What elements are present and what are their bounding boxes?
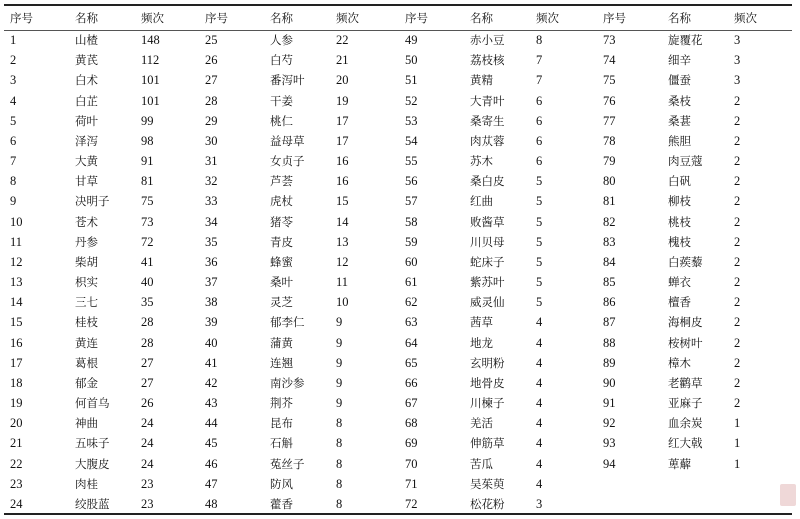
frequency: 4 bbox=[536, 335, 543, 350]
row-index: 71 bbox=[405, 476, 418, 491]
row-index: 33 bbox=[205, 194, 218, 209]
frequency: 2 bbox=[734, 133, 741, 148]
herb-name: 五味子 bbox=[75, 436, 110, 451]
row-index: 46 bbox=[205, 456, 218, 471]
row-index: 4 bbox=[10, 93, 17, 108]
frequency: 112 bbox=[141, 53, 160, 68]
row-index: 15 bbox=[10, 315, 23, 330]
herb-name: 败酱草 bbox=[470, 214, 505, 229]
row-index: 62 bbox=[405, 295, 418, 310]
row-index: 51 bbox=[405, 73, 418, 88]
frequency: 72 bbox=[141, 234, 154, 249]
row-index: 29 bbox=[205, 113, 218, 128]
herb-name: 海桐皮 bbox=[668, 315, 703, 330]
frequency: 2 bbox=[734, 295, 741, 310]
herb-name: 老鹳草 bbox=[668, 375, 703, 390]
column-header: 序号 bbox=[603, 11, 626, 25]
herb-name: 女贞子 bbox=[270, 154, 305, 169]
herb-name: 桃仁 bbox=[270, 113, 293, 128]
herb-name: 黄精 bbox=[470, 73, 493, 88]
table-bottom-rule bbox=[4, 513, 792, 515]
frequency: 2 bbox=[734, 375, 741, 390]
herb-name: 赤小豆 bbox=[470, 33, 505, 47]
row-index: 76 bbox=[603, 93, 616, 108]
herb-name: 黄连 bbox=[75, 335, 98, 350]
row-index: 11 bbox=[10, 234, 23, 249]
herb-name: 紫苏叶 bbox=[470, 275, 505, 290]
herb-name: 桑叶 bbox=[270, 275, 293, 290]
row-index: 61 bbox=[405, 275, 418, 290]
herb-name: 细辛 bbox=[668, 53, 691, 68]
row-index: 47 bbox=[205, 476, 218, 491]
frequency: 2 bbox=[734, 275, 741, 290]
herb-name: 吴茱萸 bbox=[470, 476, 505, 491]
herb-name: 荔枝核 bbox=[470, 53, 505, 68]
row-index: 16 bbox=[10, 335, 23, 350]
herb-name: 血余炭 bbox=[668, 416, 703, 431]
herb-name: 菟丝子 bbox=[270, 456, 305, 471]
herb-name: 红曲 bbox=[470, 194, 493, 209]
frequency: 17 bbox=[336, 133, 349, 148]
herb-name: 桑白皮 bbox=[470, 174, 505, 189]
row-index: 93 bbox=[603, 436, 616, 451]
frequency: 4 bbox=[536, 456, 543, 471]
herb-name: 灵芝 bbox=[270, 295, 293, 310]
herb-name: 茜草 bbox=[470, 315, 493, 330]
row-index: 38 bbox=[205, 295, 218, 310]
frequency: 1 bbox=[734, 456, 741, 471]
herb-name: 桉树叶 bbox=[668, 335, 703, 350]
herb-name: 萆薢 bbox=[668, 456, 691, 471]
row-index: 84 bbox=[603, 254, 616, 269]
frequency: 4 bbox=[536, 416, 543, 431]
herb-name: 川楝子 bbox=[470, 396, 505, 411]
frequency: 3 bbox=[536, 496, 543, 511]
frequency: 101 bbox=[141, 93, 160, 108]
row-index: 81 bbox=[603, 194, 616, 209]
herb-name: 羌活 bbox=[470, 416, 493, 431]
herb-name: 地龙 bbox=[470, 335, 493, 350]
row-index: 12 bbox=[10, 254, 23, 269]
frequency: 13 bbox=[336, 234, 349, 249]
frequency: 2 bbox=[734, 254, 741, 269]
row-index: 6 bbox=[10, 133, 17, 148]
frequency: 22 bbox=[336, 33, 349, 47]
row-index: 1 bbox=[10, 33, 17, 47]
herb-name: 桂枝 bbox=[75, 315, 98, 330]
row-index: 53 bbox=[405, 113, 418, 128]
row-index: 82 bbox=[603, 214, 616, 229]
herb-name: 决明子 bbox=[75, 194, 110, 209]
row-index: 5 bbox=[10, 113, 17, 128]
frequency: 24 bbox=[141, 416, 154, 431]
herb-name: 红大戟 bbox=[668, 436, 703, 451]
herb-name: 连翘 bbox=[270, 355, 293, 370]
frequency: 15 bbox=[336, 194, 349, 209]
frequency: 2 bbox=[734, 315, 741, 330]
herb-name: 亚麻子 bbox=[668, 396, 703, 411]
frequency: 9 bbox=[336, 355, 343, 370]
frequency: 6 bbox=[536, 154, 543, 169]
frequency: 8 bbox=[536, 33, 543, 47]
frequency: 2 bbox=[734, 396, 741, 411]
row-index: 72 bbox=[405, 496, 418, 511]
herb-name: 山楂 bbox=[75, 33, 98, 47]
column-header: 名称 bbox=[668, 11, 691, 25]
herb-name: 石斛 bbox=[270, 436, 293, 451]
frequency: 2 bbox=[734, 194, 741, 209]
frequency: 12 bbox=[336, 254, 349, 269]
herb-name: 伸筋草 bbox=[470, 436, 505, 451]
frequency: 101 bbox=[141, 73, 160, 88]
herb-name: 苦瓜 bbox=[470, 456, 493, 471]
herb-name: 白术 bbox=[75, 73, 98, 88]
row-index: 45 bbox=[205, 436, 218, 451]
column-header: 序号 bbox=[10, 11, 33, 25]
row-index: 23 bbox=[10, 476, 23, 491]
row-index: 30 bbox=[205, 133, 218, 148]
row-index: 24 bbox=[10, 496, 23, 511]
row-index: 36 bbox=[205, 254, 218, 269]
frequency: 20 bbox=[336, 73, 349, 88]
frequency: 3 bbox=[734, 33, 741, 47]
frequency: 5 bbox=[536, 234, 543, 249]
frequency: 2 bbox=[734, 335, 741, 350]
row-index: 64 bbox=[405, 335, 418, 350]
herb-name: 桑葚 bbox=[668, 113, 691, 128]
row-index: 17 bbox=[10, 355, 23, 370]
herb-name: 大黄 bbox=[75, 154, 98, 169]
herb-name: 昆布 bbox=[270, 416, 293, 431]
frequency: 19 bbox=[336, 93, 349, 108]
row-index: 13 bbox=[10, 275, 23, 290]
frequency: 5 bbox=[536, 194, 543, 209]
row-index: 35 bbox=[205, 234, 218, 249]
herb-name: 郁金 bbox=[75, 375, 98, 390]
row-index: 59 bbox=[405, 234, 418, 249]
frequency: 2 bbox=[734, 174, 741, 189]
herb-name: 南沙参 bbox=[270, 375, 305, 390]
row-index: 86 bbox=[603, 295, 616, 310]
herb-name: 三七 bbox=[75, 295, 98, 310]
herb-name: 丹参 bbox=[75, 234, 98, 249]
row-index: 50 bbox=[405, 53, 418, 68]
herb-name: 荆芥 bbox=[270, 396, 293, 411]
row-index: 40 bbox=[205, 335, 218, 350]
herb-name: 白蒺藜 bbox=[668, 254, 703, 269]
frequency: 9 bbox=[336, 396, 343, 411]
frequency: 4 bbox=[536, 375, 543, 390]
row-index: 66 bbox=[405, 375, 418, 390]
herb-name: 桑寄生 bbox=[470, 113, 505, 128]
row-index: 25 bbox=[205, 33, 218, 47]
row-index: 26 bbox=[205, 53, 218, 68]
frequency: 148 bbox=[141, 33, 160, 47]
herb-name: 桃枝 bbox=[668, 214, 691, 229]
frequency: 24 bbox=[141, 436, 154, 451]
herb-name: 蛇床子 bbox=[470, 254, 505, 269]
frequency: 40 bbox=[141, 275, 154, 290]
row-index: 42 bbox=[205, 375, 218, 390]
frequency: 28 bbox=[141, 335, 154, 350]
frequency: 8 bbox=[336, 436, 343, 451]
frequency: 2 bbox=[734, 93, 741, 108]
frequency: 26 bbox=[141, 396, 154, 411]
row-index: 94 bbox=[603, 456, 616, 471]
row-index: 79 bbox=[603, 154, 616, 169]
column-header: 名称 bbox=[470, 11, 493, 25]
herb-name: 威灵仙 bbox=[470, 295, 505, 310]
row-index: 49 bbox=[405, 33, 418, 47]
row-index: 55 bbox=[405, 154, 418, 169]
row-index: 22 bbox=[10, 456, 23, 471]
row-index: 83 bbox=[603, 234, 616, 249]
frequency: 41 bbox=[141, 254, 154, 269]
frequency: 8 bbox=[336, 416, 343, 431]
frequency: 17 bbox=[336, 113, 349, 128]
frequency: 27 bbox=[141, 375, 154, 390]
row-index: 75 bbox=[603, 73, 616, 88]
row-index: 57 bbox=[405, 194, 418, 209]
row-index: 10 bbox=[10, 214, 23, 229]
row-index: 87 bbox=[603, 315, 616, 330]
herb-name: 肉豆蔻 bbox=[668, 154, 703, 169]
frequency: 14 bbox=[336, 214, 349, 229]
frequency: 10 bbox=[336, 295, 349, 310]
frequency: 81 bbox=[141, 174, 154, 189]
frequency: 2 bbox=[734, 234, 741, 249]
row-index: 78 bbox=[603, 133, 616, 148]
frequency: 8 bbox=[336, 476, 343, 491]
column-header: 频次 bbox=[336, 11, 359, 25]
frequency: 9 bbox=[336, 315, 343, 330]
frequency: 5 bbox=[536, 214, 543, 229]
herb-name: 肉苁蓉 bbox=[470, 133, 505, 148]
row-index: 54 bbox=[405, 133, 418, 148]
row-index: 9 bbox=[10, 194, 17, 209]
frequency: 3 bbox=[734, 53, 741, 68]
herb-name: 樟木 bbox=[668, 355, 691, 370]
herb-name: 白矾 bbox=[668, 174, 691, 189]
frequency: 9 bbox=[336, 375, 343, 390]
frequency: 6 bbox=[536, 133, 543, 148]
herb-name: 蒲黄 bbox=[270, 335, 293, 350]
row-index: 77 bbox=[603, 113, 616, 128]
frequency: 24 bbox=[141, 456, 154, 471]
frequency: 4 bbox=[536, 476, 543, 491]
row-index: 68 bbox=[405, 416, 418, 431]
frequency: 8 bbox=[336, 456, 343, 471]
frequency: 2 bbox=[734, 355, 741, 370]
herb-name: 苍术 bbox=[75, 214, 98, 229]
row-index: 28 bbox=[205, 93, 218, 108]
herb-name: 藿香 bbox=[270, 496, 293, 511]
herb-name: 僵蚕 bbox=[668, 73, 691, 88]
herb-name: 槐枝 bbox=[668, 234, 691, 249]
herb-name: 泽泻 bbox=[75, 133, 98, 148]
frequency: 9 bbox=[336, 335, 343, 350]
row-index: 63 bbox=[405, 315, 418, 330]
row-index: 39 bbox=[205, 315, 218, 330]
herb-name: 郁李仁 bbox=[270, 315, 305, 330]
frequency: 23 bbox=[141, 496, 154, 511]
herb-name: 白芍 bbox=[270, 53, 293, 68]
table-header-rule bbox=[4, 30, 792, 31]
row-index: 69 bbox=[405, 436, 418, 451]
row-index: 60 bbox=[405, 254, 418, 269]
herb-name: 葛根 bbox=[75, 355, 98, 370]
herb-name: 绞股蓝 bbox=[75, 496, 110, 511]
herb-name: 青皮 bbox=[270, 234, 293, 249]
row-index: 14 bbox=[10, 295, 23, 310]
herb-name: 大腹皮 bbox=[75, 456, 110, 471]
herb-name: 蝉衣 bbox=[668, 275, 691, 290]
frequency: 27 bbox=[141, 355, 154, 370]
row-index: 20 bbox=[10, 416, 23, 431]
row-index: 18 bbox=[10, 375, 23, 390]
row-index: 70 bbox=[405, 456, 418, 471]
herb-name: 人参 bbox=[270, 33, 293, 47]
frequency: 4 bbox=[536, 315, 543, 330]
herb-name: 防风 bbox=[270, 476, 293, 491]
row-index: 89 bbox=[603, 355, 616, 370]
frequency: 4 bbox=[536, 396, 543, 411]
frequency: 28 bbox=[141, 315, 154, 330]
row-index: 80 bbox=[603, 174, 616, 189]
table-top-rule bbox=[4, 4, 792, 6]
row-index: 52 bbox=[405, 93, 418, 108]
row-index: 74 bbox=[603, 53, 616, 68]
row-index: 65 bbox=[405, 355, 418, 370]
row-index: 43 bbox=[205, 396, 218, 411]
row-index: 2 bbox=[10, 53, 17, 68]
herb-name: 神曲 bbox=[75, 416, 98, 431]
herb-name: 檀香 bbox=[668, 295, 691, 310]
herb-name: 猪苓 bbox=[270, 214, 293, 229]
row-index: 73 bbox=[603, 33, 616, 47]
frequency: 75 bbox=[141, 194, 154, 209]
frequency: 6 bbox=[536, 113, 543, 128]
herb-name: 苏木 bbox=[470, 154, 493, 169]
herb-name: 松花粉 bbox=[470, 496, 505, 511]
frequency: 2 bbox=[734, 154, 741, 169]
row-index: 58 bbox=[405, 214, 418, 229]
herb-name: 何首乌 bbox=[75, 396, 110, 411]
herb-name: 枳实 bbox=[75, 275, 98, 290]
row-index: 56 bbox=[405, 174, 418, 189]
herb-name: 旋覆花 bbox=[668, 33, 703, 47]
frequency: 5 bbox=[536, 275, 543, 290]
row-index: 91 bbox=[603, 396, 616, 411]
herb-name: 玄明粉 bbox=[470, 355, 505, 370]
herb-name: 芦荟 bbox=[270, 174, 293, 189]
row-index: 34 bbox=[205, 214, 218, 229]
frequency: 4 bbox=[536, 436, 543, 451]
herb-name: 川贝母 bbox=[470, 234, 505, 249]
herb-name: 熊胆 bbox=[668, 133, 691, 148]
column-header: 频次 bbox=[141, 11, 164, 25]
watermark-seal bbox=[780, 484, 796, 506]
column-header: 序号 bbox=[205, 11, 228, 25]
column-header: 名称 bbox=[75, 11, 98, 25]
frequency: 98 bbox=[141, 133, 154, 148]
frequency: 5 bbox=[536, 254, 543, 269]
row-index: 8 bbox=[10, 174, 17, 189]
row-index: 21 bbox=[10, 436, 23, 451]
herb-name: 干姜 bbox=[270, 93, 293, 108]
herb-name: 甘草 bbox=[75, 174, 98, 189]
row-index: 27 bbox=[205, 73, 218, 88]
row-index: 7 bbox=[10, 154, 17, 169]
row-index: 31 bbox=[205, 154, 218, 169]
herb-name: 肉桂 bbox=[75, 476, 98, 491]
herb-name: 荷叶 bbox=[75, 113, 98, 128]
herb-name: 蜂蜜 bbox=[270, 254, 293, 269]
herb-name: 白芷 bbox=[75, 93, 98, 108]
frequency: 2 bbox=[734, 113, 741, 128]
frequency: 11 bbox=[336, 275, 349, 290]
frequency: 99 bbox=[141, 113, 154, 128]
row-index: 92 bbox=[603, 416, 616, 431]
frequency: 5 bbox=[536, 295, 543, 310]
column-header: 名称 bbox=[270, 11, 293, 25]
frequency: 91 bbox=[141, 154, 154, 169]
herb-name: 黄芪 bbox=[75, 53, 98, 68]
row-index: 48 bbox=[205, 496, 218, 511]
frequency: 35 bbox=[141, 295, 154, 310]
column-header: 频次 bbox=[734, 11, 757, 25]
row-index: 37 bbox=[205, 275, 218, 290]
frequency: 16 bbox=[336, 174, 349, 189]
herb-name: 番泻叶 bbox=[270, 73, 305, 88]
herb-name: 柴胡 bbox=[75, 254, 98, 269]
herb-name: 益母草 bbox=[270, 133, 305, 148]
frequency: 5 bbox=[536, 174, 543, 189]
column-header: 频次 bbox=[536, 11, 559, 25]
frequency: 6 bbox=[536, 93, 543, 108]
row-index: 88 bbox=[603, 335, 616, 350]
frequency: 2 bbox=[734, 214, 741, 229]
frequency: 16 bbox=[336, 154, 349, 169]
frequency: 4 bbox=[536, 355, 543, 370]
row-index: 3 bbox=[10, 73, 17, 88]
herb-name: 大青叶 bbox=[470, 93, 505, 108]
herb-name: 地骨皮 bbox=[470, 375, 505, 390]
row-index: 19 bbox=[10, 396, 23, 411]
frequency: 1 bbox=[734, 436, 741, 451]
row-index: 85 bbox=[603, 275, 616, 290]
herb-name: 虎杖 bbox=[270, 194, 293, 209]
row-index: 44 bbox=[205, 416, 218, 431]
frequency: 23 bbox=[141, 476, 154, 491]
frequency: 8 bbox=[336, 496, 343, 511]
frequency: 73 bbox=[141, 214, 154, 229]
frequency: 7 bbox=[536, 53, 543, 68]
herb-name: 柳枝 bbox=[668, 194, 691, 209]
frequency: 7 bbox=[536, 73, 543, 88]
row-index: 41 bbox=[205, 355, 218, 370]
frequency: 1 bbox=[734, 416, 741, 431]
row-index: 90 bbox=[603, 375, 616, 390]
column-header: 序号 bbox=[405, 11, 428, 25]
row-index: 32 bbox=[205, 174, 218, 189]
frequency: 21 bbox=[336, 53, 349, 68]
frequency: 3 bbox=[734, 73, 741, 88]
herb-name: 桑枝 bbox=[668, 93, 691, 108]
row-index: 67 bbox=[405, 396, 418, 411]
